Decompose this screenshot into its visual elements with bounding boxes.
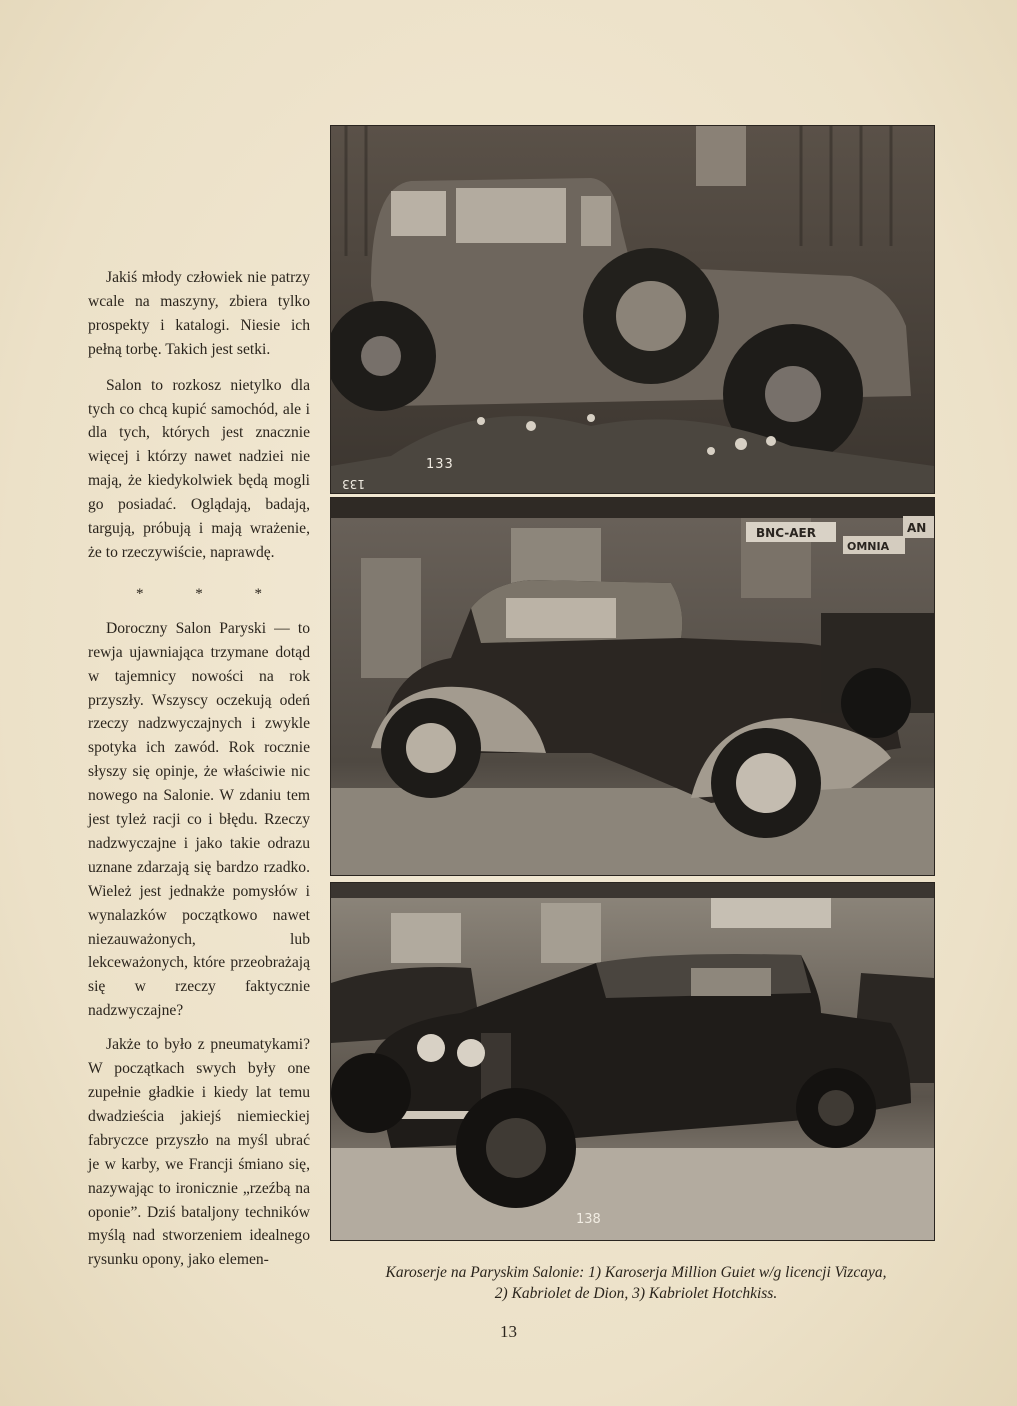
article-paragraph: Jakiś młody człowiek nie patrzy wcale na maszyny, zbiera tylko prospekty i katalogi. Niesie ich pełną torbę. Takich jest setki.	[88, 269, 310, 358]
car-photo-2	[331, 498, 934, 875]
photo-hotchkiss-cabriolet	[330, 882, 935, 1241]
car-photo-3	[331, 883, 934, 1240]
car-photo-1	[331, 126, 934, 493]
article-paragraph: Doroczny Salon Paryski — to rewja ujawniająca trzymane dotąd w tajemnicy nowości na rok przyszły. Wszyscy oczekują odeń rzeczy nadzwyczajnych i zwykle spotyka ich zawód. Rok rocznie słyszy się opinje, że właściwie nic nowego na Salonie. W zdaniu tem jest tyleż racji co i błędu. Rzeczy nadzwyczajne i jako takie odrazu uznane zdarzają się bardzo rzadko. Wieleż jest jednakże pomysłów i wynalazków początkowo nawet niezauważonych, lub lekceważonych, które przeobrażają się w rzeczy faktycznie nadzwyczajne?	[88, 619, 310, 1020]
separator-star: *	[254, 585, 262, 602]
photo-caption	[330, 1262, 942, 1304]
hall-sign: BNC-AER	[756, 526, 816, 540]
hall-sign: OMNIA	[847, 540, 890, 553]
photo-million-guiet	[330, 125, 935, 494]
caption-line-2: 2) Kabriolet de Dion, 3) Kabriolet Hotchkiss.	[494, 1285, 778, 1302]
article-paragraph: Salon to rozkosz nietylko dla tych co chcą kupić samochód, ale i dla tych, których jest znacznie więcej i którzy nawet nadziei nie mają, że kiedykolwiek będą mogli go posiadać. Oglądają, badają, targują, próbują i mają wrażenie, że to rzeczywiście, naprawdę.	[88, 376, 310, 561]
article-paragraph: Jakże to było z pneumatykami? W początkach swych były one zupełnie gładkie i kiedy lat temu dwadzieścia jakiejś niemieckiej fabryczce przyszło na myśl ubrać je w karby, we Francji śmiano się, nazywając to ironicznie „rzeźbą na oponie”. Dziś bataljony techników myślą nad stworzeniem idealnego rysunku opony, jako elemen-	[88, 1036, 310, 1269]
photo-number-mirror: 133	[342, 477, 365, 491]
section-separator	[88, 583, 310, 607]
caption-line-1: Karoserje na Paryskim Salonie: 1) Karoserja Million Guiet w/g licencji Vizcaya,	[385, 1264, 887, 1281]
article-column	[88, 266, 310, 1282]
separator-star: *	[136, 585, 144, 602]
hall-sign: AN	[907, 521, 927, 535]
page-number: 13	[500, 1322, 517, 1341]
photo-number: 133	[426, 457, 454, 472]
photo-number: 138	[576, 1212, 601, 1227]
separator-star: *	[195, 585, 203, 602]
photo-de-dion-cabriolet	[330, 497, 935, 876]
